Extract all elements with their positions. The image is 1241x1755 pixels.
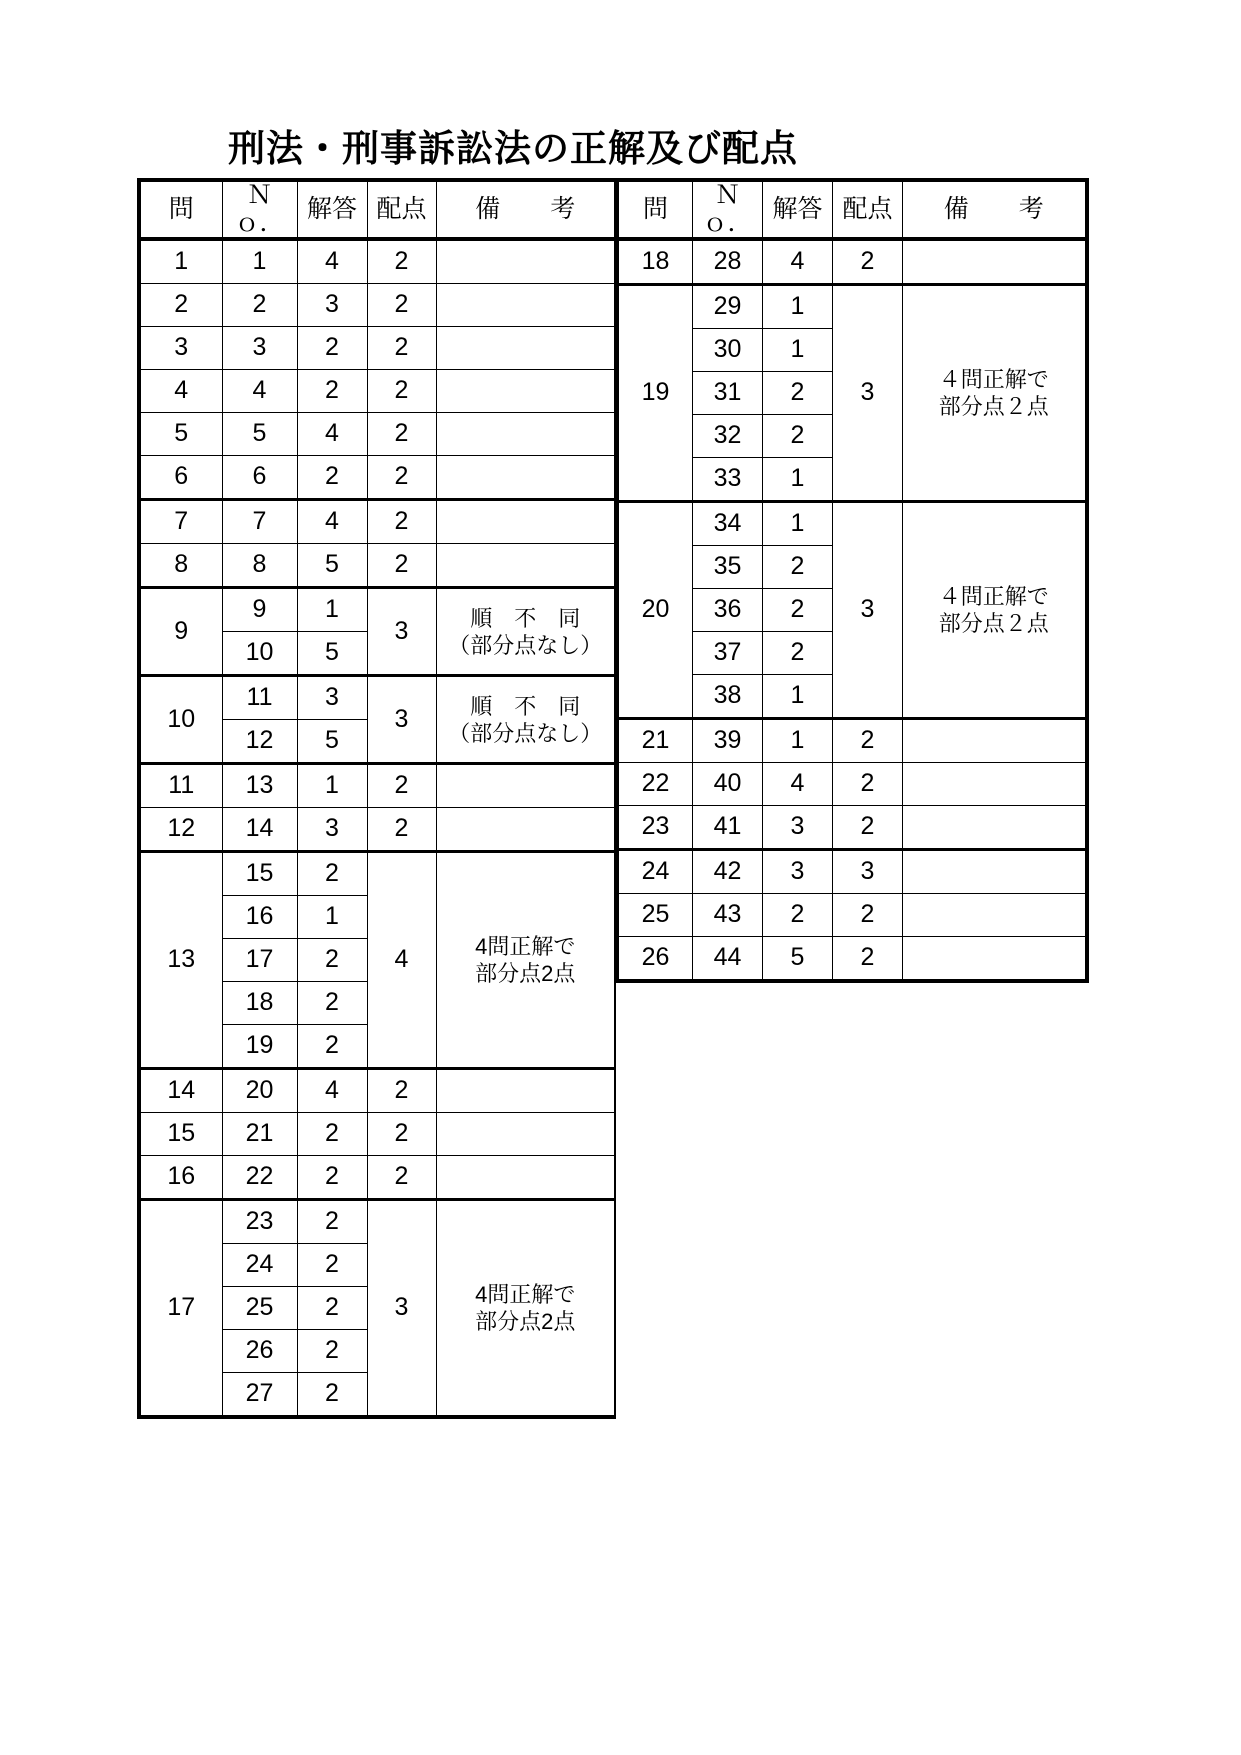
table-row xyxy=(618,502,1087,546)
number-cell: 18 xyxy=(222,982,297,1025)
table-row xyxy=(139,327,615,370)
remark-line: 部分点２点 xyxy=(938,611,1049,636)
number-cell: 35 xyxy=(693,546,763,589)
question-cell: 17 xyxy=(139,1200,222,1418)
remark-cell xyxy=(436,1200,615,1418)
remark-line: 部分点2点 xyxy=(475,1309,576,1334)
answer-cell: 1 xyxy=(763,329,833,372)
answer-cell: 3 xyxy=(763,850,833,894)
points-cell: 3 xyxy=(833,285,903,502)
number-cell: 40 xyxy=(693,763,763,806)
question-cell: 16 xyxy=(139,1156,222,1200)
remark-line: 順 不 同 xyxy=(470,605,581,631)
answer-cell: 1 xyxy=(763,719,833,763)
question-cell: 23 xyxy=(618,806,693,850)
points-cell: 3 xyxy=(833,850,903,894)
remark-cell xyxy=(436,413,615,456)
answer-cell: 2 xyxy=(297,982,367,1025)
col-header-answer: 解答 xyxy=(763,180,833,239)
table-row xyxy=(139,588,615,632)
points-cell: 2 xyxy=(367,500,436,544)
remark-cell xyxy=(903,719,1087,763)
number-cell: 31 xyxy=(693,372,763,415)
number-cell: 10 xyxy=(222,632,297,676)
question-cell: 9 xyxy=(139,588,222,676)
answer-cell: 5 xyxy=(763,937,833,982)
remark-cell xyxy=(436,1113,615,1156)
points-cell: 2 xyxy=(367,544,436,588)
points-cell: 2 xyxy=(833,806,903,850)
points-cell: 3 xyxy=(833,502,903,719)
number-cell: 42 xyxy=(693,850,763,894)
points-cell: 2 xyxy=(833,937,903,982)
table-header-left xyxy=(139,180,615,239)
answer-cell: 2 xyxy=(297,939,367,982)
question-cell: 13 xyxy=(139,852,222,1069)
question-cell: 4 xyxy=(139,370,222,413)
table-row xyxy=(139,1200,615,1244)
col-header-question: 問 xyxy=(139,180,222,239)
number-cell: 43 xyxy=(693,894,763,937)
remark-cell xyxy=(903,502,1087,719)
remark-cell xyxy=(903,285,1087,502)
remark-cell xyxy=(436,500,615,544)
points-cell: 2 xyxy=(367,1156,436,1200)
answer-tables xyxy=(137,178,1089,1419)
points-cell: 2 xyxy=(833,763,903,806)
number-cell: 16 xyxy=(222,896,297,939)
number-cell: 9 xyxy=(222,588,297,632)
header-row xyxy=(139,180,615,239)
number-cell: 24 xyxy=(222,1244,297,1287)
number-cell: 29 xyxy=(693,285,763,329)
points-cell: 3 xyxy=(367,676,436,764)
page-title: 刑法・刑事訴訟法の正解及び配点 xyxy=(228,128,798,169)
question-cell: 22 xyxy=(618,763,693,806)
question-cell: 3 xyxy=(139,327,222,370)
number-cell: 22 xyxy=(222,1156,297,1200)
table-row xyxy=(139,1113,615,1156)
answer-cell: 2 xyxy=(297,1025,367,1069)
table-header-right xyxy=(618,180,1087,239)
question-cell: 2 xyxy=(139,284,222,327)
remark-cell xyxy=(436,764,615,808)
col-header-points: 配点 xyxy=(833,180,903,239)
table-row xyxy=(139,284,615,327)
number-cell: 3 xyxy=(222,327,297,370)
answer-cell: 5 xyxy=(297,720,367,764)
table-row xyxy=(618,285,1087,329)
remark-cell xyxy=(436,239,615,284)
points-cell: 4 xyxy=(367,852,436,1069)
points-cell: 2 xyxy=(833,719,903,763)
answer-cell: 2 xyxy=(297,1113,367,1156)
points-cell: 2 xyxy=(833,894,903,937)
points-cell: 2 xyxy=(367,1113,436,1156)
table-row xyxy=(618,894,1087,937)
remark-cell xyxy=(903,239,1087,285)
remark-line: ４問正解で xyxy=(938,367,1049,392)
question-cell: 21 xyxy=(618,719,693,763)
col-header-number: Ｎｏ． xyxy=(222,180,297,239)
answer-cell: 1 xyxy=(763,675,833,719)
answer-cell: 4 xyxy=(297,239,367,284)
remark-cell xyxy=(436,1156,615,1200)
number-cell: 20 xyxy=(222,1069,297,1113)
number-cell: 11 xyxy=(222,676,297,720)
number-cell: 26 xyxy=(222,1330,297,1373)
question-cell: 6 xyxy=(139,456,222,500)
col-header-number: Ｎｏ． xyxy=(693,180,763,239)
table-row xyxy=(618,937,1087,982)
points-cell: 2 xyxy=(367,413,436,456)
table-row xyxy=(139,808,615,852)
remark-cell xyxy=(903,806,1087,850)
table-row xyxy=(139,852,615,896)
question-cell: 24 xyxy=(618,850,693,894)
number-cell: 30 xyxy=(693,329,763,372)
table-row xyxy=(139,500,615,544)
table-row xyxy=(139,676,615,720)
question-cell: 1 xyxy=(139,239,222,284)
answer-cell: 2 xyxy=(763,632,833,675)
number-cell: 44 xyxy=(693,937,763,982)
answer-cell: 1 xyxy=(763,458,833,502)
answer-cell: 4 xyxy=(763,763,833,806)
table-row xyxy=(618,806,1087,850)
answer-cell: 2 xyxy=(763,589,833,632)
answer-table-right xyxy=(616,178,1089,983)
answer-cell: 5 xyxy=(297,632,367,676)
answer-cell: 1 xyxy=(297,896,367,939)
table-row xyxy=(139,370,615,413)
number-cell: 7 xyxy=(222,500,297,544)
col-header-remarks: 備 考 xyxy=(436,180,615,239)
number-cell: 15 xyxy=(222,852,297,896)
remark-cell xyxy=(903,763,1087,806)
number-cell: 1 xyxy=(222,239,297,284)
remark-line: 部分点２点 xyxy=(938,394,1049,419)
remark-line: （部分点なし） xyxy=(448,720,603,746)
points-cell: 2 xyxy=(367,456,436,500)
answer-cell: 2 xyxy=(297,1373,367,1418)
col-header-answer: 解答 xyxy=(297,180,367,239)
answer-cell: 4 xyxy=(297,1069,367,1113)
remark-cell xyxy=(903,894,1087,937)
remark-cell xyxy=(436,284,615,327)
number-cell: 19 xyxy=(222,1025,297,1069)
number-cell: 37 xyxy=(693,632,763,675)
number-cell: 14 xyxy=(222,808,297,852)
question-cell: 7 xyxy=(139,500,222,544)
number-cell: 6 xyxy=(222,456,297,500)
remark-cell xyxy=(436,852,615,1069)
remark-cell xyxy=(436,456,615,500)
answer-cell: 3 xyxy=(297,808,367,852)
points-cell: 2 xyxy=(367,327,436,370)
remark-cell xyxy=(436,588,615,676)
number-cell: 12 xyxy=(222,720,297,764)
question-cell: 11 xyxy=(139,764,222,808)
question-cell: 18 xyxy=(618,239,693,285)
number-cell: 32 xyxy=(693,415,763,458)
answer-cell: 1 xyxy=(763,285,833,329)
table-row xyxy=(139,456,615,500)
number-cell: 8 xyxy=(222,544,297,588)
answer-cell: 4 xyxy=(297,500,367,544)
remark-cell xyxy=(903,937,1087,982)
remark-line: 順 不 同 xyxy=(470,693,581,719)
remark-cell xyxy=(903,850,1087,894)
answer-cell: 2 xyxy=(763,894,833,937)
col-header-question: 問 xyxy=(618,180,693,239)
remark-line: 部分点2点 xyxy=(475,961,576,986)
remark-cell xyxy=(436,544,615,588)
question-cell: 5 xyxy=(139,413,222,456)
answer-cell: 2 xyxy=(297,456,367,500)
number-cell: 28 xyxy=(693,239,763,285)
table-row xyxy=(139,413,615,456)
number-cell: 13 xyxy=(222,764,297,808)
table-row xyxy=(139,1069,615,1113)
answer-cell: 2 xyxy=(763,372,833,415)
answer-cell: 2 xyxy=(763,546,833,589)
number-cell: 5 xyxy=(222,413,297,456)
answer-cell: 5 xyxy=(297,544,367,588)
answer-cell: 2 xyxy=(297,1244,367,1287)
answer-cell: 2 xyxy=(297,1156,367,1200)
answer-cell: 2 xyxy=(763,415,833,458)
points-cell: 2 xyxy=(367,808,436,852)
number-cell: 36 xyxy=(693,589,763,632)
points-cell: 2 xyxy=(367,239,436,284)
question-cell: 19 xyxy=(618,285,693,502)
number-cell: 38 xyxy=(693,675,763,719)
header-row xyxy=(618,180,1087,239)
answer-cell: 2 xyxy=(297,327,367,370)
points-cell: 2 xyxy=(367,370,436,413)
answer-cell: 4 xyxy=(763,239,833,285)
question-cell: 14 xyxy=(139,1069,222,1113)
points-cell: 2 xyxy=(367,284,436,327)
number-cell: 25 xyxy=(222,1287,297,1330)
question-cell: 20 xyxy=(618,502,693,719)
remark-cell xyxy=(436,1069,615,1113)
col-header-remarks: 備 考 xyxy=(903,180,1087,239)
number-cell: 17 xyxy=(222,939,297,982)
number-cell: 2 xyxy=(222,284,297,327)
answer-cell: 2 xyxy=(297,852,367,896)
table-row xyxy=(139,1156,615,1200)
remark-line: 4問正解で xyxy=(475,1282,576,1307)
answer-cell: 3 xyxy=(297,284,367,327)
answer-cell: 4 xyxy=(297,413,367,456)
remark-cell xyxy=(436,808,615,852)
points-cell: 2 xyxy=(367,1069,436,1113)
number-cell: 34 xyxy=(693,502,763,546)
question-cell: 10 xyxy=(139,676,222,764)
answer-cell: 1 xyxy=(297,764,367,808)
remark-line: ４問正解で xyxy=(938,584,1049,609)
table-row xyxy=(139,239,615,284)
answer-cell: 1 xyxy=(297,588,367,632)
remark-line: （部分点なし） xyxy=(448,632,603,658)
number-cell: 4 xyxy=(222,370,297,413)
question-cell: 25 xyxy=(618,894,693,937)
table-row xyxy=(618,239,1087,285)
answer-cell: 2 xyxy=(297,370,367,413)
table-row xyxy=(139,544,615,588)
answer-cell: 3 xyxy=(763,806,833,850)
points-cell: 3 xyxy=(367,1200,436,1418)
number-cell: 21 xyxy=(222,1113,297,1156)
table-row xyxy=(618,719,1087,763)
question-cell: 26 xyxy=(618,937,693,982)
table-row xyxy=(618,763,1087,806)
col-header-points: 配点 xyxy=(367,180,436,239)
answer-cell: 3 xyxy=(297,676,367,720)
number-cell: 41 xyxy=(693,806,763,850)
question-cell: 15 xyxy=(139,1113,222,1156)
table-row xyxy=(139,764,615,808)
answer-cell: 2 xyxy=(297,1287,367,1330)
remark-line: 4問正解で xyxy=(475,934,576,959)
table-body-right xyxy=(618,239,1087,981)
number-cell: 33 xyxy=(693,458,763,502)
question-cell: 12 xyxy=(139,808,222,852)
question-cell: 8 xyxy=(139,544,222,588)
points-cell: 2 xyxy=(833,239,903,285)
answer-cell: 2 xyxy=(297,1200,367,1244)
number-cell: 23 xyxy=(222,1200,297,1244)
answer-cell: 2 xyxy=(297,1330,367,1373)
table-body-left xyxy=(139,239,615,1417)
points-cell: 2 xyxy=(367,764,436,808)
remark-cell xyxy=(436,676,615,764)
answer-table-left xyxy=(137,178,616,1419)
answer-cell: 1 xyxy=(763,502,833,546)
remark-cell xyxy=(436,327,615,370)
number-cell: 27 xyxy=(222,1373,297,1418)
table-row xyxy=(618,850,1087,894)
number-cell: 39 xyxy=(693,719,763,763)
remark-cell xyxy=(436,370,615,413)
points-cell: 3 xyxy=(367,588,436,676)
